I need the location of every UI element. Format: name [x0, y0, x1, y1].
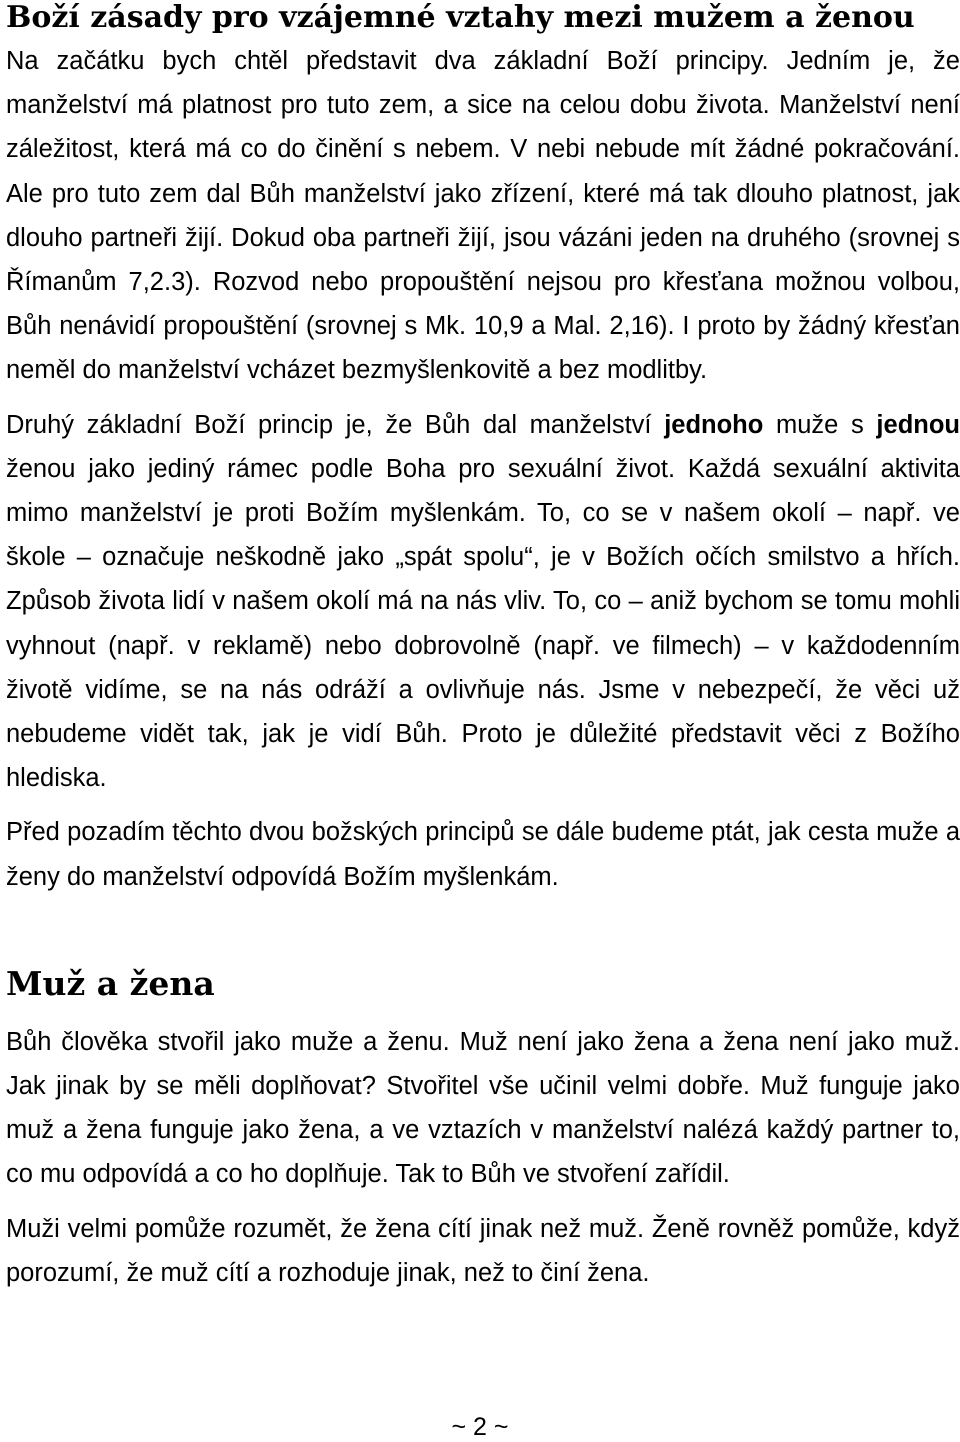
- paragraph-understanding: Muži velmi pomůže rozumět, že žena cítí jinak než muž. Ženě rovněž pomůže, když porozumí, že muž cítí a rozhoduje jinak, než to činí žena.: [6, 1214, 960, 1287]
- document-page: [6, 0, 960, 1295]
- page-number: ~ 2 ~: [451, 1413, 509, 1441]
- paragraph-background: Před pozadím těchto dvou božských principů se dále budeme ptát, jak cesta muže a ženy do manželství odpovídá Božím myšlenkám.: [6, 818, 960, 891]
- emphasis-jednoho: jednoho: [664, 410, 764, 439]
- emphasis-jednou: jednou: [876, 410, 960, 439]
- paragraph-one-man-one-woman: [6, 403, 960, 801]
- section-heading-muz-a-zena: Muž a žena: [6, 963, 215, 1003]
- paragraph-man-and-woman: Bůh člověka stvořil jako muže a ženu. Muž není jako žena a žena není jako muž. Jak jinak by se měli doplňovat? Stvořitel vše učinil velmi dobře. Muž funguje jako muž a žena funguje jako žena, a ve vztazích v manželství nalézá každý partner to, co mu odpovídá a co ho doplňuje. Tak to Bůh ve stvoření zařídil.: [6, 1027, 960, 1189]
- paragraph-text: muže s: [763, 410, 877, 439]
- paragraph-text: ženou jako jediný rámec podle Boha pro sexuální život. Každá sexuální aktivita mimo manželství je proti Božím myšlenkám. To, co se v našem okolí – např. ve škole – označuje neškodně jako „spát spolu“, je v Božích očích smilstvo a hřích. Způsob života lidí v našem okolí má na nás vliv. To, co – aniž bychom se tomu mohli vyhnout (např. v reklamě) nebo dobrovolně (např. ve filmech) – v každodenním životě vidíme, se na nás odráží a ovlivňuje nás. Jsme v nebezpečí, že věci už nebudeme vidět tak, jak je vidí Bůh. Proto je důležité představit věci z Božího hlediska.: [6, 454, 960, 793]
- paragraph-marriage-validity: Na začátku bych chtěl představit dva základní Boží principy. Jedním je, že manželství má platnost pro tuto zem, a sice na celou dobu života. Manželství není záležitost, která má co do činění s nebem. V nebi nebude mít žádné pokračování. Ale pro tuto zem dal Bůh manželství jako zřízení, které má tak dlouho platnost, jak dlouho partneři žijí. Dokud oba partneři žijí, jsou vázáni jeden na druhého (srovnej s Římanům 7,2.3). Rozvod nebo propouštění nejsou pro křesťana možnou volbou, Bůh nenávidí propouštění (srovnej s Mk. 10,9 a Mal. 2,16). I proto by žádný křesťan neměl do manželství vcházet bezmyšlenkovitě a bez modlitby.: [6, 47, 960, 385]
- paragraph-text: Druhý základní Boží princip je, že Bůh dal manželství: [6, 410, 665, 439]
- document-title: Boží zásady pro vzájemné vztahy mezi mužem a ženou: [6, 0, 915, 35]
